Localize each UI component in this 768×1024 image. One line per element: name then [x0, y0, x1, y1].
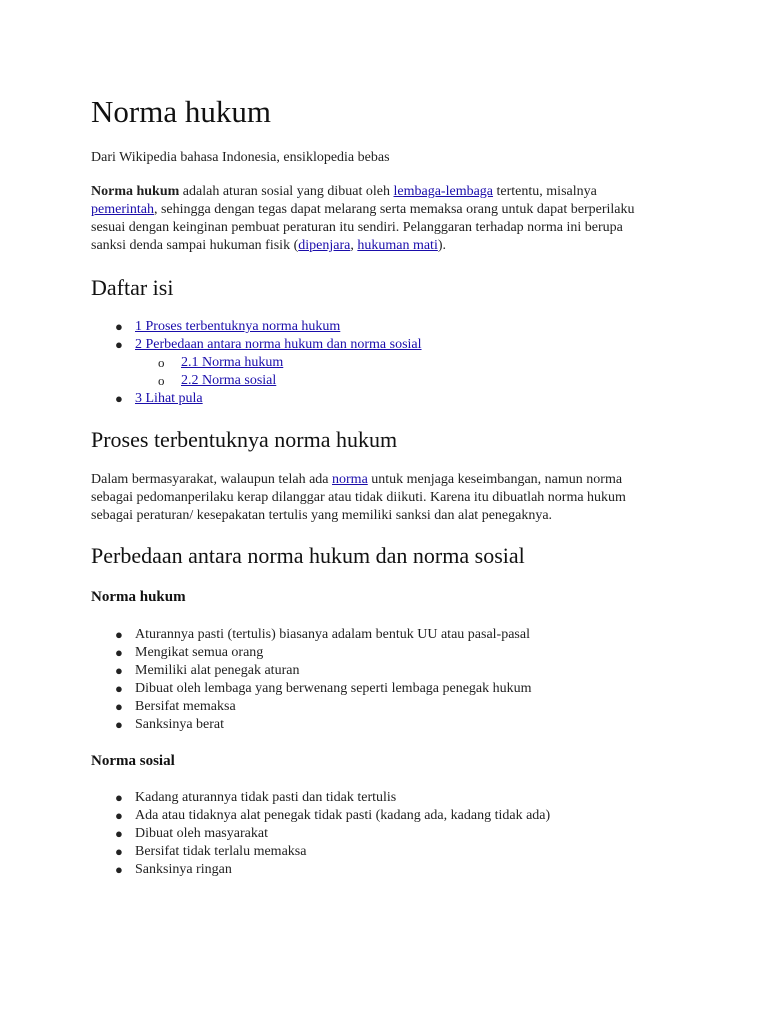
bullet-disc-icon: ●	[115, 844, 123, 859]
section1-text: Dalam bermasyarakat, walaupun telah ada	[91, 472, 333, 487]
bullet-disc-icon: ●	[115, 645, 123, 660]
intro-line-4	[91, 237, 446, 255]
bullet-disc-icon: ●	[115, 790, 123, 805]
list-item: Ada atau tidaknya alat penegak tidak pasti (kadang ada, kadang tidak ada)	[135, 808, 551, 823]
bullet-disc-icon: ●	[115, 681, 123, 696]
list-item: Dibuat oleh lembaga yang berwenang seperti lembaga penegak hukum	[135, 681, 532, 696]
link-hukuman-mati[interactable]: hukuman mati	[357, 238, 438, 253]
list-item: Memiliki alat penegak aturan	[135, 663, 300, 678]
bullet-disc-icon: ●	[115, 862, 123, 877]
intro-bold-term: Norma hukum	[91, 184, 180, 199]
bullet-disc-icon: ●	[115, 319, 123, 334]
list-item: Bersifat memaksa	[135, 699, 236, 714]
bullet-disc-icon: ●	[115, 663, 123, 678]
section1-text: untuk menjaga keseimbangan, namun norma	[367, 472, 623, 487]
intro-text: , sehingga dengan tegas dapat melarang serta memaksa orang untuk dapat berperilaku	[153, 202, 635, 217]
bullet-disc-icon: ●	[115, 717, 123, 732]
section-heading-perbedaan: Perbedaan antara norma hukum dan norma sosial	[91, 543, 525, 568]
subsection-heading-norma-hukum: Norma hukum	[91, 589, 186, 605]
page-title: Norma hukum	[91, 94, 271, 129]
bullet-disc-icon: ●	[115, 808, 123, 823]
bullet-circle-icon: o	[158, 373, 165, 388]
intro-text: sanksi denda sampai hukuman fisik (	[91, 238, 299, 253]
intro-text: tertentu, misalnya	[493, 184, 597, 199]
section-heading-proses: Proses terbentuknya norma hukum	[91, 427, 398, 452]
toc-item-3[interactable]: 3 Lihat pula	[135, 391, 203, 406]
toc-heading: Daftar isi	[91, 275, 174, 300]
intro-text: adalah aturan sosial yang dibuat oleh	[179, 184, 394, 199]
toc-item-2-2[interactable]: 2.2 Norma sosial	[181, 373, 277, 388]
intro-line-3: sesuai dengan keinginan pembuat peraturan itu sendiri. Pelanggaran terhadap norma ini berupa	[91, 220, 623, 235]
toc-item-2-1[interactable]: 2.1 Norma hukum	[181, 355, 284, 370]
bullet-disc-icon: ●	[115, 627, 123, 642]
bullet-disc-icon: ●	[115, 337, 123, 352]
list-item: Bersifat tidak terlalu memaksa	[135, 844, 307, 859]
list-item: Sanksinya berat	[135, 717, 225, 732]
link-dipenjara[interactable]: dipenjara	[298, 238, 351, 253]
list-item: Dibuat oleh masyarakat	[135, 826, 268, 841]
section1-line-1	[91, 471, 622, 489]
subsection-heading-norma-sosial: Norma sosial	[91, 753, 175, 769]
bullet-disc-icon: ●	[115, 391, 123, 406]
bullet-disc-icon: ●	[115, 826, 123, 841]
section1-line-2: sebagai pedomanperilaku kerap dilanggar atau tidak diikuti. Karena itu dibuatlah norma hukum	[91, 490, 626, 505]
list-item: Mengikat semua orang	[135, 645, 264, 660]
intro-text: ,	[350, 238, 358, 253]
page-subtitle: Dari Wikipedia bahasa Indonesia, ensiklopedia bebas	[91, 150, 390, 165]
bullet-disc-icon: ●	[115, 699, 123, 714]
toc-item-2[interactable]: 2 Perbedaan antara norma hukum dan norma sosial	[135, 337, 422, 352]
link-lembaga-lembaga[interactable]: lembaga-lembaga	[393, 184, 494, 199]
list-item: Kadang aturannya tidak pasti dan tidak tertulis	[135, 790, 397, 805]
intro-text: ).	[437, 238, 447, 253]
intro-line-2	[91, 201, 634, 219]
section1-line-3: sebagai peraturan/ kesepakatan tertulis yang memiliki sanksi dan alat penegaknya.	[91, 508, 553, 523]
list-item: Sanksinya ringan	[135, 862, 232, 877]
link-pemerintah[interactable]: pemerintah	[91, 202, 154, 217]
list-item: Aturannya pasti (tertulis) biasanya adalam bentuk UU atau pasal-pasal	[135, 627, 530, 642]
toc-item-1[interactable]: 1 Proses terbentuknya norma hukum	[135, 319, 341, 334]
intro-line-1	[91, 183, 597, 201]
bullet-circle-icon: o	[158, 355, 165, 370]
link-norma[interactable]: norma	[332, 472, 368, 487]
